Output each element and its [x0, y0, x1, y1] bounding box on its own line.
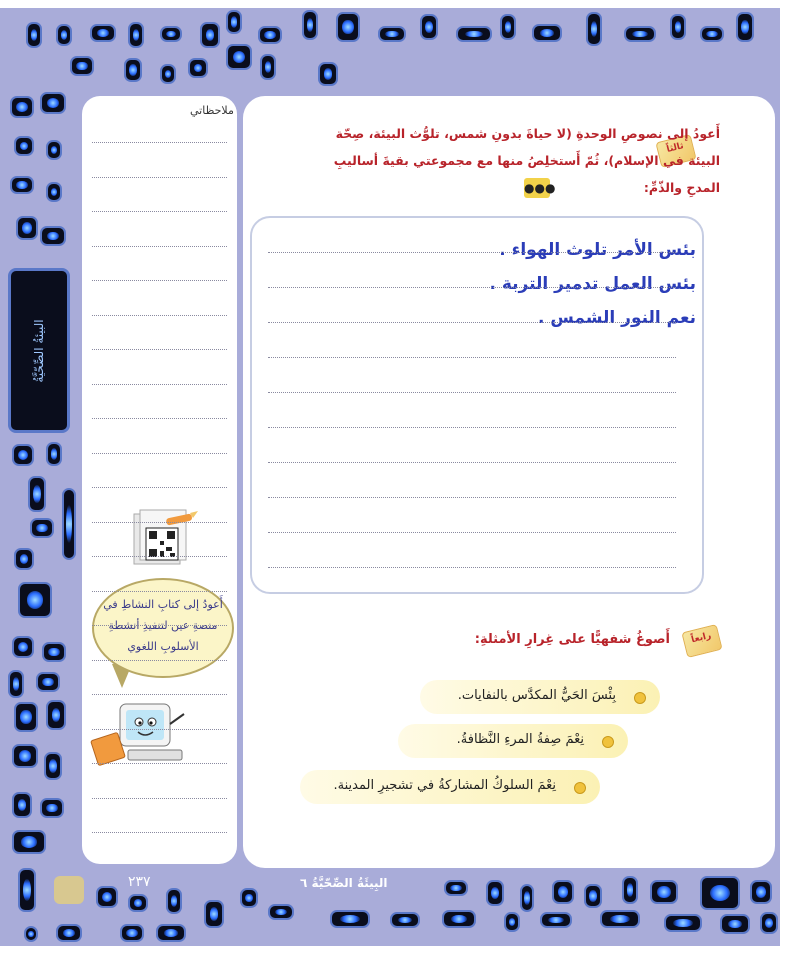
page-edge [0, 946, 800, 962]
unit-side-tab-label: البيئةُ الصِّحّيَّةُ [32, 318, 46, 383]
section-4-instruction: أَصوغُ شفهيًّا على غِرارِ الأمثلةِ: [474, 632, 670, 647]
decor-pill [760, 912, 778, 934]
bullet-icon [574, 782, 586, 794]
decor-pill [166, 888, 182, 914]
dotted-line [92, 487, 227, 488]
decor-pill [40, 226, 66, 246]
decor-pill [14, 548, 34, 570]
decor-pill [600, 910, 640, 928]
decor-pill [504, 912, 520, 932]
decor-pill [456, 26, 492, 42]
decor-pill [28, 476, 46, 512]
decor-pill [624, 26, 656, 42]
example-item: بِئْسَ الحَيُّ المكدَّس بالنفايات. [420, 680, 660, 714]
dotted-line [92, 142, 227, 143]
dotted-line [92, 798, 227, 799]
decor-pill [96, 886, 118, 908]
decor-pill [532, 24, 562, 42]
dotted-line [92, 832, 227, 833]
decor-pill [260, 54, 276, 80]
decor-pill [18, 868, 36, 912]
decor-pill [622, 876, 638, 904]
decor-pill [318, 62, 338, 86]
decor-pill [30, 518, 54, 538]
decor-pill [42, 642, 66, 662]
instruction-line: البيئة في الإسلام)، ثُمّ أَستخلِصُ منها مع مجموعتي بقيةَ أساليبِ [333, 153, 720, 168]
decor-pill [128, 22, 144, 48]
decor-pill [12, 830, 46, 854]
dotted-line [92, 349, 227, 350]
decor-pill [390, 912, 420, 928]
answer-box [250, 216, 704, 594]
decor-pill [586, 12, 602, 46]
decor-pill [8, 670, 24, 698]
dotted-line [92, 384, 227, 385]
decor-pill [736, 12, 754, 42]
decor-pill [336, 12, 360, 42]
decor-pill [486, 880, 504, 906]
decor-pill [62, 488, 76, 560]
dotted-line [92, 177, 227, 178]
footer-unit-title: البِيئَةُ الصِّحّيَّةُ ٦ [300, 876, 388, 890]
decor-pill [24, 926, 38, 942]
section-4-badge: رابعاً [681, 624, 722, 658]
dotted-line [92, 280, 227, 281]
dotted-line [268, 287, 676, 288]
decor-pill [120, 924, 144, 942]
decor-pill [200, 22, 220, 48]
decor-pill [330, 910, 370, 928]
example-item: نِعْمَ السلوكُ المشاركةُ في تشجيرِ المدينة. [300, 770, 600, 804]
example-item: نِعْمَ صِفةُ المرءِ النَّظافةُ. [398, 724, 628, 758]
decor-pill [378, 26, 406, 42]
decor-pill [18, 582, 52, 618]
dotted-line [268, 532, 676, 533]
answer-line: بئس العمل تدمير التربة . [489, 274, 696, 294]
dotted-line [92, 522, 227, 523]
decor-pill [240, 888, 258, 908]
decor-pill [12, 444, 34, 466]
home-icon[interactable] [54, 876, 84, 904]
decor-pill [70, 56, 94, 76]
decor-pill [552, 880, 574, 904]
decor-pill [12, 792, 32, 818]
dotted-line [92, 763, 227, 764]
decor-pill [14, 702, 38, 732]
dotted-line [92, 418, 227, 419]
decor-pill [44, 752, 62, 780]
section-3-instruction [300, 120, 720, 201]
decor-pill [10, 96, 34, 118]
decor-pill [520, 884, 534, 912]
dotted-line [92, 660, 227, 661]
dotted-line [92, 694, 227, 695]
dotted-line [92, 625, 227, 626]
instruction-line: أَعودُ إلى نصوصِ الوحدةِ (لا حياةَ بدونِ شمس، تلوُّث البيئة، صِحّة [335, 126, 720, 141]
decor-pill [700, 26, 724, 42]
dotted-line [268, 462, 676, 463]
decor-pill [46, 140, 62, 160]
decor-pill [302, 10, 318, 40]
decor-pill [650, 880, 678, 904]
group-work-icon: ●●● [524, 178, 550, 198]
decor-pill [268, 904, 294, 920]
dotted-line [268, 497, 676, 498]
decor-pill [700, 876, 740, 910]
dotted-line [92, 211, 227, 212]
decor-pill [720, 914, 750, 934]
decor-pill [670, 14, 686, 40]
decor-pill [16, 216, 38, 240]
decor-pill [160, 64, 176, 84]
page-number: ٢٣٧ [128, 874, 151, 890]
qr-code-icon [130, 508, 200, 570]
bullet-icon [634, 692, 646, 704]
decor-pill [36, 672, 60, 692]
dotted-line [92, 315, 227, 316]
decor-pill [46, 442, 62, 466]
decor-pill [540, 912, 572, 928]
decor-pill [750, 880, 772, 904]
decor-pill [56, 24, 72, 46]
dotted-line [268, 392, 676, 393]
decor-pill [40, 798, 64, 818]
decor-pill [156, 924, 186, 942]
decor-pill [10, 176, 34, 194]
decor-pill [124, 58, 142, 82]
decor-pill [420, 14, 438, 40]
decor-pill [258, 26, 282, 44]
answer-line: بئس الأمر تلوث الهواء . [499, 240, 696, 260]
decor-pill [204, 900, 224, 928]
notes-title: ملاحظاتي [190, 104, 234, 117]
dotted-line [268, 252, 676, 253]
decor-pill [444, 880, 468, 896]
unit-side-tab [8, 268, 70, 433]
decor-pill [226, 44, 252, 70]
answer-line: نعم النور الشمس . [537, 308, 696, 328]
decor-pill [12, 744, 38, 768]
speech-bubble-text: أَعودُ إلى كتابِ النشاطِ في منصةِ عين لتنفيذِ أنشطةِ الأسلوبِ اللغوي [103, 598, 223, 653]
decor-pill [56, 924, 82, 942]
dotted-line [92, 729, 227, 730]
decor-pill [90, 24, 116, 42]
dotted-line [92, 591, 227, 592]
decor-pill [12, 636, 34, 658]
dotted-line [92, 246, 227, 247]
dotted-line [92, 556, 227, 557]
decor-pill [46, 182, 62, 202]
page-edge [780, 0, 800, 962]
decor-pill [46, 700, 66, 730]
decor-pill [584, 884, 602, 908]
decor-pill [160, 26, 182, 42]
dotted-line [268, 322, 676, 323]
bullet-icon [602, 736, 614, 748]
decor-pill [188, 58, 208, 78]
dotted-line [92, 453, 227, 454]
decor-pill [664, 914, 702, 932]
decor-pill [26, 22, 42, 48]
dotted-line [268, 427, 676, 428]
decor-pill [500, 14, 516, 40]
dotted-line [268, 567, 676, 568]
page-edge [0, 0, 800, 8]
section-3-badge: ثالثاً [655, 134, 696, 168]
decor-pill [442, 910, 476, 928]
decor-pill [14, 136, 34, 156]
dotted-line [268, 357, 676, 358]
decor-pill [226, 10, 242, 34]
instruction-line: المدحِ والذّمِّ: [643, 180, 720, 195]
decor-pill [128, 894, 148, 912]
decor-pill [40, 92, 66, 114]
